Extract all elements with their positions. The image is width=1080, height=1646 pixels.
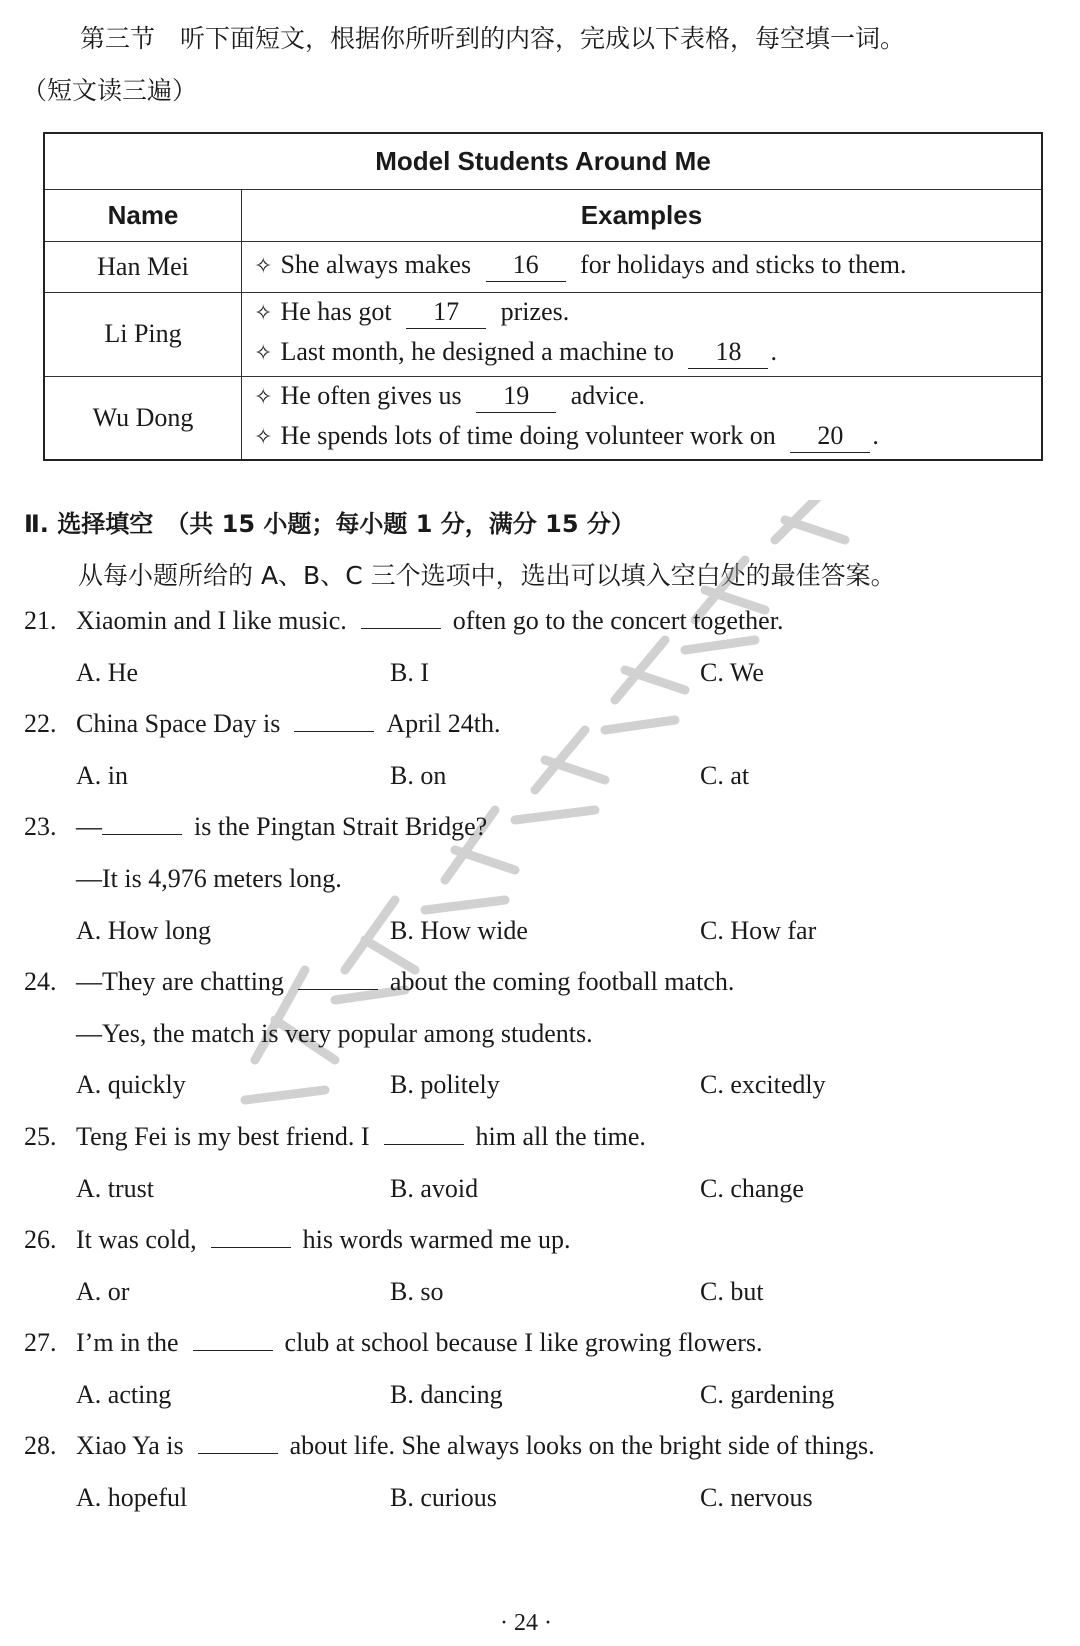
question-text: often go to the concert together. xyxy=(452,606,784,635)
option-b[interactable]: B. avoid xyxy=(390,1174,479,1203)
answer-blank[interactable]: 16 xyxy=(486,252,566,282)
option-a[interactable]: A. He xyxy=(76,658,139,687)
question-text: Teng Fei is my best friend. I xyxy=(76,1122,370,1151)
part2-instruction: 从每小题所给的 A、B、C 三个选项中，选出可以填入空白处的最佳答案。 xyxy=(78,561,896,590)
option-a[interactable]: A. acting xyxy=(76,1380,172,1409)
option-b[interactable]: B. How wide xyxy=(390,916,528,945)
diamond-bullet-icon: ✧ xyxy=(254,384,273,410)
option-c[interactable]: C. gardening xyxy=(700,1380,835,1409)
example-text: Last month, he designed a machine to xyxy=(280,337,674,366)
question-number: 24. xyxy=(24,967,57,996)
option-c[interactable]: C. but xyxy=(700,1277,764,1306)
option-b[interactable]: B. so xyxy=(390,1277,444,1306)
section3-note: （短文读三遍） xyxy=(22,76,198,105)
example-text: prizes. xyxy=(500,297,570,326)
question-text: Xiaomin and I like music. xyxy=(76,606,347,635)
question-reply: —Yes, the match is very popular among students. xyxy=(76,1019,593,1048)
example-text: for holidays and sticks to them. xyxy=(580,249,907,279)
question-text: about life. She always looks on the bright side of things. xyxy=(289,1431,875,1460)
option-c[interactable]: C. excitedly xyxy=(700,1070,826,1099)
example-text: . xyxy=(872,420,879,450)
question-stem xyxy=(24,711,500,737)
option-a[interactable]: A. trust xyxy=(76,1174,154,1203)
question-stem xyxy=(24,1433,875,1459)
question-number: 25. xyxy=(24,1122,57,1151)
question-number: 27. xyxy=(24,1328,57,1357)
example-text: . xyxy=(770,337,777,366)
answer-blank[interactable]: 19 xyxy=(476,383,556,413)
option-a[interactable]: A. How long xyxy=(76,916,212,945)
option-b[interactable]: B. on xyxy=(390,761,447,790)
examples-cell xyxy=(242,241,1043,292)
option-b[interactable]: B. curious xyxy=(390,1483,497,1512)
answer-blank[interactable]: 20 xyxy=(790,423,870,453)
option-c[interactable]: C. We xyxy=(700,658,764,687)
question-stem xyxy=(24,814,487,840)
example-text: He spends lots of time doing volunteer work on xyxy=(280,420,776,450)
option-a[interactable]: A. quickly xyxy=(76,1070,186,1099)
question-text: his words warmed me up. xyxy=(302,1225,571,1254)
answer-blank[interactable] xyxy=(384,1143,464,1145)
question-text: Xiao Ya is xyxy=(76,1431,184,1460)
answer-blank[interactable] xyxy=(198,1452,278,1454)
diamond-bullet-icon: ✧ xyxy=(254,424,273,450)
student-name: Li Ping xyxy=(44,292,242,376)
question-text: —They are chatting xyxy=(76,967,284,996)
question-text: is the Pingtan Strait Bridge? xyxy=(194,812,488,841)
option-b[interactable]: B. I xyxy=(390,658,429,687)
table-row xyxy=(44,292,1042,376)
examples-cell xyxy=(242,292,1043,376)
option-a[interactable]: A. in xyxy=(76,761,128,790)
answer-blank[interactable] xyxy=(361,627,441,629)
table-row xyxy=(44,241,1042,292)
question-stem xyxy=(24,608,783,634)
question-text: about the coming football match. xyxy=(389,967,735,996)
option-c[interactable]: C. How far xyxy=(700,916,817,945)
model-students-table xyxy=(43,132,1043,461)
option-a[interactable]: A. hopeful xyxy=(76,1483,188,1512)
question-number: 23. xyxy=(24,812,57,841)
table-title: Model Students Around Me xyxy=(44,133,1042,189)
question-text: China Space Day is xyxy=(76,709,281,738)
example-line xyxy=(242,299,1041,329)
example-text: He has got xyxy=(280,297,392,326)
column-header-examples: Examples xyxy=(242,189,1043,241)
question-number: 26. xyxy=(24,1225,57,1254)
example-text: He often gives us xyxy=(280,380,462,410)
table-row xyxy=(44,376,1042,460)
question-text: — xyxy=(76,812,102,841)
answer-blank[interactable]: 18 xyxy=(688,339,768,369)
student-name: Han Mei xyxy=(44,241,242,292)
answer-blank[interactable] xyxy=(294,730,374,732)
question-text: April 24th. xyxy=(386,709,501,738)
question-text: him all the time. xyxy=(475,1122,646,1151)
diamond-bullet-icon: ✧ xyxy=(254,341,273,366)
question-reply: —It is 4,976 meters long. xyxy=(76,864,342,893)
answer-blank[interactable]: 17 xyxy=(406,299,486,329)
option-b[interactable]: B. politely xyxy=(390,1070,500,1099)
option-c[interactable]: C. at xyxy=(700,761,750,790)
answer-blank[interactable] xyxy=(211,1246,291,1248)
question-stem xyxy=(24,1124,646,1150)
student-name: Wu Dong xyxy=(44,376,242,460)
example-text: advice. xyxy=(570,380,646,410)
example-line xyxy=(242,339,1041,369)
question-stem xyxy=(24,1330,763,1356)
option-c[interactable]: C. nervous xyxy=(700,1483,813,1512)
column-header-name: Name xyxy=(44,189,242,241)
question-number: 28. xyxy=(24,1431,57,1460)
question-text: I’m in the xyxy=(76,1328,179,1357)
examples-cell xyxy=(242,376,1043,460)
answer-blank[interactable] xyxy=(298,988,378,990)
answer-blank[interactable] xyxy=(102,833,182,835)
example-line xyxy=(242,420,1041,453)
question-text: It was cold, xyxy=(76,1225,197,1254)
section3-heading: 第三节 听下面短文，根据你所听到的内容，完成以下表格，每空填一词。 xyxy=(80,24,906,53)
option-c[interactable]: C. change xyxy=(700,1174,804,1203)
option-a[interactable]: A. or xyxy=(76,1277,130,1306)
question-number: 21. xyxy=(24,606,57,635)
answer-blank[interactable] xyxy=(193,1349,273,1351)
part2-heading: Ⅱ. 选择填空 （共 15 小题；每小题 1 分，满分 15 分） xyxy=(24,510,635,538)
question-stem xyxy=(24,969,734,995)
diamond-bullet-icon: ✧ xyxy=(254,301,273,326)
example-line xyxy=(242,249,1041,282)
example-text: She always makes xyxy=(280,249,472,279)
question-stem xyxy=(24,1227,571,1253)
example-line xyxy=(242,380,1041,413)
diamond-bullet-icon: ✧ xyxy=(254,253,273,279)
question-text: club at school because I like growing flowers. xyxy=(284,1328,763,1357)
option-b[interactable]: B. dancing xyxy=(390,1380,503,1409)
question-number: 22. xyxy=(24,709,57,738)
page-number: · 24 · xyxy=(500,1610,552,1636)
